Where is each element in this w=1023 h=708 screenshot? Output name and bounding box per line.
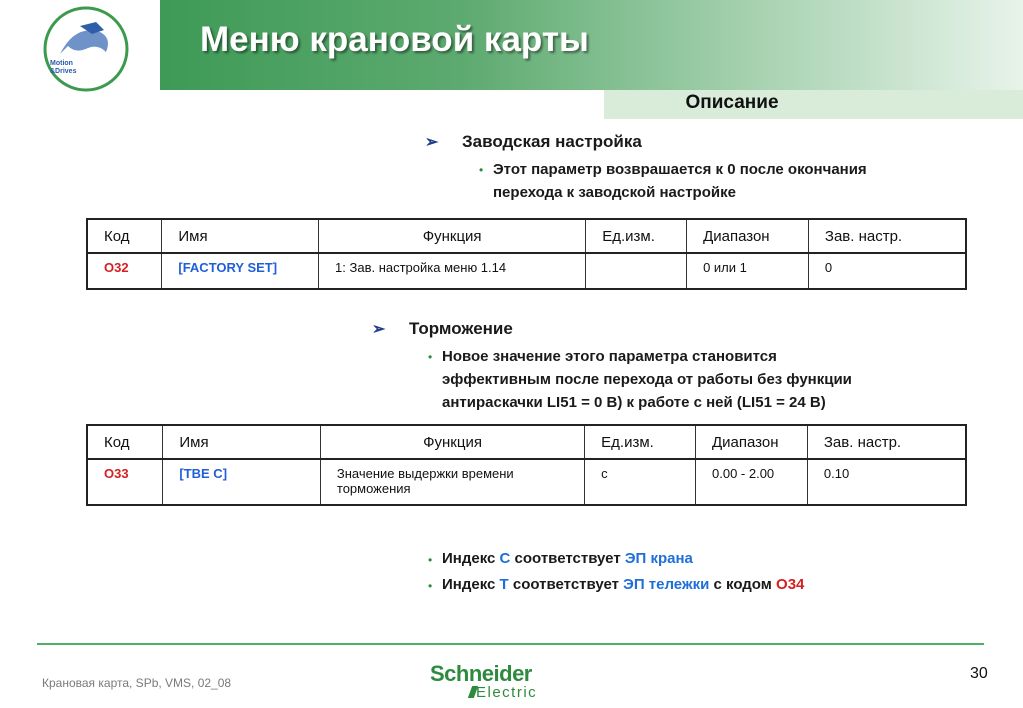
note1-middle: соответствует <box>510 550 625 567</box>
note1-prefix: Индекс <box>442 550 500 567</box>
column-header: Код <box>87 219 162 253</box>
parameter-table-o32 <box>86 218 967 290</box>
column-header: Функция <box>319 219 586 253</box>
note2-target: ЭП тележки <box>623 576 710 593</box>
param-range: 0 или 1 <box>687 253 809 289</box>
param-code: O33 <box>87 459 163 505</box>
section2-title: Торможение <box>409 319 513 338</box>
column-header: Ед.изм. <box>586 219 687 253</box>
param-code: O32 <box>87 253 162 289</box>
electric-logo-text: Electric <box>476 684 538 701</box>
logo-text-line1: Motion <box>50 60 73 67</box>
page-title: Меню крановой карты <box>200 20 589 59</box>
logo-swirl-icon <box>40 4 132 94</box>
section1-title: Заводская настройка <box>462 132 642 151</box>
param-function <box>320 459 584 505</box>
schneider-logo-text: Schneider <box>430 661 532 686</box>
footer-caption: Крановая карта, SPb, VMS, 02_08 <box>42 676 232 690</box>
section2-bullet-text <box>442 345 852 414</box>
param-default: 0 <box>808 253 966 289</box>
bullet-dot-icon: • <box>428 350 433 364</box>
footer-divider <box>37 643 984 645</box>
note2-prefix: Индекс <box>442 576 500 593</box>
column-header: Зав. настр. <box>808 219 966 253</box>
note2-suffix: с кодом <box>709 576 777 593</box>
param-name: [FACTORY SET] <box>162 253 319 289</box>
column-header: Диапазон <box>687 219 809 253</box>
note-index-t <box>442 573 804 596</box>
param-range: 0.00 - 2.00 <box>696 459 808 505</box>
bullet-dot-icon: • <box>428 553 433 567</box>
param-function: 1: Зав. настройка меню 1.14 <box>319 253 586 289</box>
description-label: Описание <box>685 92 779 113</box>
bullet-dot-icon: • <box>479 163 484 177</box>
bullet-dot-icon: • <box>428 579 433 593</box>
section1-bullet-line2: перехода к заводской настройке <box>493 184 736 201</box>
section2-bullet-line3: антираскачки LI51 = 0 B) к работе с ней (LI51 = 24 В) <box>442 394 826 411</box>
note1-letter: С <box>499 550 511 567</box>
section1-bullet-text <box>493 158 867 204</box>
parameter-table-o33 <box>86 424 967 506</box>
note2-middle: соответствует <box>508 576 624 593</box>
page-number: 30 <box>970 665 988 682</box>
table-row <box>87 253 966 289</box>
table-header-row <box>87 425 966 459</box>
param-unit <box>586 253 687 289</box>
column-header: Имя <box>162 219 319 253</box>
section2-bullet-line2: эффективным после перехода от работы без функции <box>442 371 852 388</box>
arrow-bullet-icon: ➢ <box>425 134 439 151</box>
arrow-bullet-icon: ➢ <box>372 321 386 338</box>
column-header: Диапазон <box>696 425 808 459</box>
column-header: Ед.изм. <box>585 425 696 459</box>
param-default: 0.10 <box>807 459 966 505</box>
note1-target: ЭП крана <box>624 550 693 567</box>
logo-text-line2: &Drives <box>50 68 77 75</box>
column-header: Функция <box>320 425 584 459</box>
note2-letter: Т <box>499 576 509 593</box>
column-header: Имя <box>163 425 321 459</box>
section1-bullet-line1: Этот параметр возврашается к 0 после окончания <box>493 161 867 178</box>
param-function-line2: торможения <box>336 481 411 496</box>
param-function-line1: Значение выдержки времени <box>336 466 514 481</box>
param-unit: с <box>585 459 696 505</box>
param-name: [TBE C] <box>163 459 321 505</box>
table-row <box>87 459 966 505</box>
table-header-row <box>87 219 966 253</box>
motion-drives-logo <box>40 4 132 94</box>
column-header: Код <box>87 425 163 459</box>
note2-code: O34 <box>776 576 805 593</box>
column-header: Зав. настр. <box>807 425 966 459</box>
note-index-c <box>442 547 693 570</box>
section2-bullet-line1: Новое значение этого параметра становится <box>442 348 777 365</box>
